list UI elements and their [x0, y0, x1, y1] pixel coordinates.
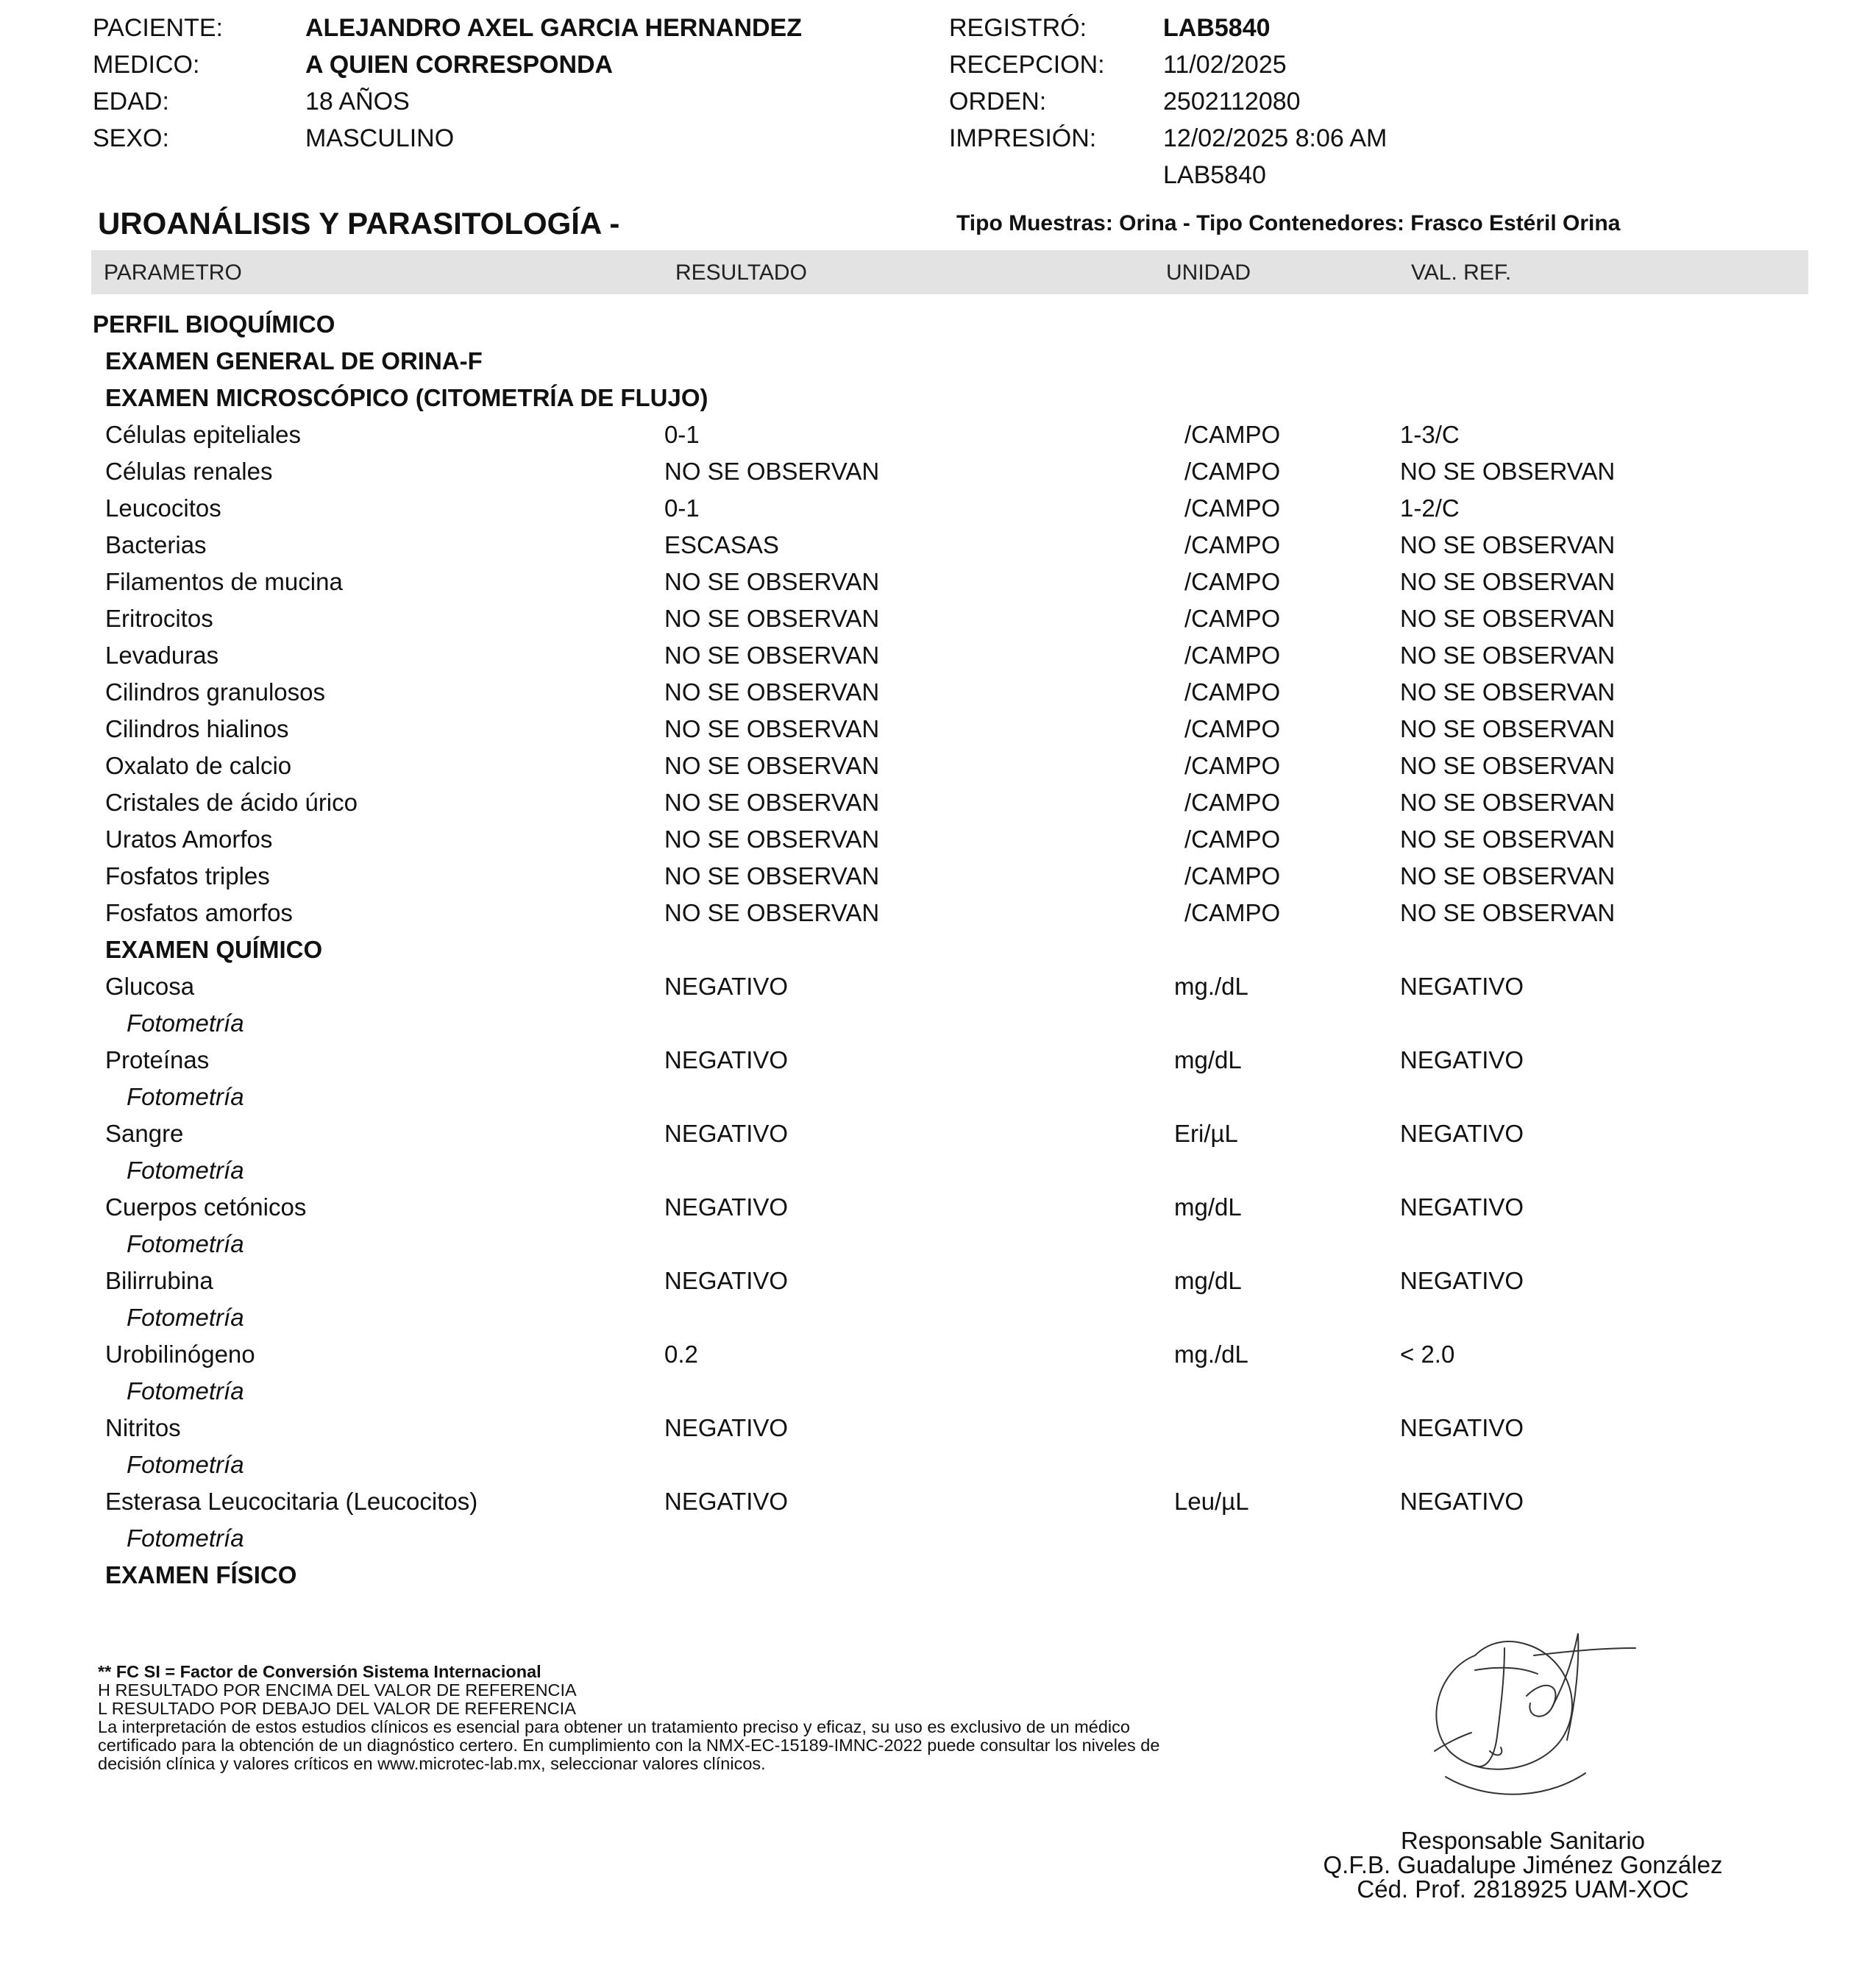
table-row	[0, 1336, 1876, 1373]
reference-value: 1-3/C	[1400, 421, 1460, 448]
result-value: NEGATIVO	[664, 1046, 789, 1073]
parameter-name: Cilindros hialinos	[105, 715, 289, 742]
result-value: NO SE OBSERVAN	[664, 752, 880, 779]
reference-value: NEGATIVO	[1400, 1414, 1524, 1441]
section-heading	[0, 1557, 1876, 1594]
result-value: NO SE OBSERVAN	[664, 862, 880, 890]
unit-value: mg./dL	[1174, 1341, 1248, 1368]
signer-name: Q.F.B. Guadalupe Jiménez González	[1323, 1851, 1723, 1878]
disclaimer-line: decisión clínica y valores críticos en www.microtec-lab.mx, seleccionar valores clínicos.	[98, 1754, 766, 1773]
parameter-name: Bilirrubina	[105, 1267, 213, 1294]
result-value: NEGATIVO	[664, 1488, 789, 1515]
section-title: EXAMEN GENERAL DE ORINA-F	[105, 347, 483, 374]
table-row	[0, 1189, 1876, 1226]
patient-label: PACIENTE:	[93, 14, 223, 42]
result-value: NO SE OBSERVAN	[664, 899, 880, 926]
parameter-name: Oxalato de calcio	[105, 752, 292, 779]
unit-value: /CAMPO	[1184, 421, 1281, 448]
result-value: NO SE OBSERVAN	[664, 715, 880, 742]
unit-value: /CAMPO	[1184, 752, 1281, 779]
reference-value: NO SE OBSERVAN	[1400, 715, 1616, 742]
method-row	[0, 1446, 1876, 1483]
unit-value: Eri/µL	[1174, 1120, 1238, 1147]
parameter-name: Fosfatos amorfos	[105, 899, 293, 926]
table-row	[0, 1263, 1876, 1299]
result-value: 0.2	[664, 1341, 698, 1368]
table-row	[0, 1115, 1876, 1152]
method-row	[0, 1152, 1876, 1189]
table-row	[0, 600, 1876, 637]
unit-value: mg/dL	[1174, 1046, 1242, 1073]
unit-value: /CAMPO	[1184, 899, 1281, 926]
parameter-name: Esterasa Leucocitaria (Leucocitos)	[105, 1488, 478, 1515]
reference-value: NEGATIVO	[1400, 1267, 1524, 1294]
method-row	[0, 1520, 1876, 1557]
reference-value: NO SE OBSERVAN	[1400, 678, 1616, 706]
table-row	[0, 637, 1876, 674]
method-label: Fotometría	[127, 1524, 244, 1552]
result-value: NO SE OBSERVAN	[664, 826, 880, 853]
age-value: 18 AÑOS	[305, 88, 410, 116]
method-row	[0, 1005, 1876, 1042]
col-resultado: RESULTADO	[675, 260, 807, 285]
col-parametro: PARAMETRO	[104, 260, 242, 285]
section-heading	[0, 306, 1876, 343]
parameter-name: Nitritos	[105, 1414, 181, 1441]
method-row	[0, 1226, 1876, 1263]
unit-value: /CAMPO	[1184, 494, 1281, 522]
table-row	[0, 1483, 1876, 1520]
col-val-ref: VAL. REF.	[1411, 260, 1512, 285]
sample-info: Tipo Muestras: Orina - Tipo Contenedores: Frasco Estéril Orina	[956, 211, 1621, 235]
reference-value: NEGATIVO	[1400, 1488, 1524, 1515]
reference-value: NEGATIVO	[1400, 973, 1524, 1000]
method-label: Fotometría	[127, 1377, 244, 1405]
registro-value: LAB5840	[1163, 14, 1271, 42]
reference-value: NO SE OBSERVAN	[1400, 642, 1616, 669]
section-title: PERFIL BIOQUÍMICO	[93, 310, 335, 338]
method-row	[0, 1299, 1876, 1336]
unit-value: /CAMPO	[1184, 826, 1281, 853]
fc-si-note: ** FC SI = Factor de Conversión Sistema Internacional	[98, 1662, 541, 1681]
parameter-name: Células epiteliales	[105, 421, 301, 448]
parameter-name: Filamentos de mucina	[105, 568, 343, 595]
table-row	[0, 1042, 1876, 1079]
reference-value: NO SE OBSERVAN	[1400, 531, 1616, 558]
result-value: NO SE OBSERVAN	[664, 568, 880, 595]
result-value: 0-1	[664, 421, 700, 448]
section-heading	[0, 343, 1876, 380]
unit-value: /CAMPO	[1184, 605, 1281, 632]
reference-value: NO SE OBSERVAN	[1400, 899, 1616, 926]
table-row	[0, 895, 1876, 931]
table-row	[0, 674, 1876, 711]
section-heading	[0, 931, 1876, 968]
reference-value: NEGATIVO	[1400, 1046, 1524, 1073]
method-label: Fotometría	[127, 1451, 244, 1478]
unit-value: Leu/µL	[1174, 1488, 1249, 1515]
method-label: Fotometría	[127, 1157, 244, 1184]
doctor-value: A QUIEN CORRESPONDA	[305, 51, 614, 79]
reference-value: NO SE OBSERVAN	[1400, 568, 1616, 595]
result-value: NEGATIVO	[664, 1120, 789, 1147]
table-row	[0, 711, 1876, 748]
method-row	[0, 1079, 1876, 1115]
unit-value: mg/dL	[1174, 1267, 1242, 1294]
reference-value: NO SE OBSERVAN	[1400, 605, 1616, 632]
report-title: UROANÁLISIS Y PARASITOLOGÍA -	[98, 206, 620, 241]
result-value: NO SE OBSERVAN	[664, 605, 880, 632]
parameter-name: Cuerpos cetónicos	[105, 1193, 307, 1221]
parameter-name: Sangre	[105, 1120, 184, 1147]
impresion-label: IMPRESIÓN:	[949, 124, 1097, 152]
recepcion-label: RECEPCION:	[949, 51, 1105, 79]
parameter-name: Células renales	[105, 458, 273, 485]
unit-value: mg./dL	[1174, 973, 1248, 1000]
reference-value: NO SE OBSERVAN	[1400, 826, 1616, 853]
reference-value: < 2.0	[1400, 1341, 1455, 1368]
signer-role: Responsable Sanitario	[1400, 1827, 1646, 1854]
parameter-name: Uratos Amorfos	[105, 826, 273, 853]
unit-value: /CAMPO	[1184, 715, 1281, 742]
reference-value: NO SE OBSERVAN	[1400, 789, 1616, 816]
column-header-bar	[91, 250, 1808, 294]
table-row	[0, 1410, 1876, 1446]
unit-value: /CAMPO	[1184, 531, 1281, 558]
section-heading	[0, 380, 1876, 416]
reference-value: NEGATIVO	[1400, 1120, 1524, 1147]
result-value: NO SE OBSERVAN	[664, 789, 880, 816]
parameter-name: Proteínas	[105, 1046, 210, 1073]
parameter-name: Cristales de ácido úrico	[105, 789, 358, 816]
disclaimer-line: La interpretación de estos estudios clínicos es esencial para obtener un tratamiento preciso y eficaz, su uso es exclusivo de un médico	[98, 1717, 1130, 1736]
table-row	[0, 416, 1876, 453]
table-row	[0, 748, 1876, 784]
reference-value: NO SE OBSERVAN	[1400, 752, 1616, 779]
parameter-name: Levaduras	[105, 642, 219, 669]
signer-license: Céd. Prof. 2818925 UAM-XOC	[1357, 1875, 1689, 1903]
doctor-label: MEDICO:	[93, 51, 200, 79]
table-row	[0, 968, 1876, 1005]
recepcion-value: 11/02/2025	[1163, 51, 1287, 79]
results-table	[0, 306, 1876, 1594]
method-label: Fotometría	[127, 1083, 244, 1110]
result-value: ESCASAS	[664, 531, 779, 558]
unit-value: mg/dL	[1174, 1193, 1242, 1221]
parameter-name: Urobilinógeno	[105, 1341, 255, 1368]
patient-value: ALEJANDRO AXEL GARCIA HERNANDEZ	[305, 14, 803, 42]
unit-value: /CAMPO	[1184, 789, 1281, 816]
result-value: NO SE OBSERVAN	[664, 642, 880, 669]
result-value: NEGATIVO	[664, 1193, 789, 1221]
sex-label: SEXO:	[93, 124, 169, 152]
unit-value: /CAMPO	[1184, 642, 1281, 669]
signature-block	[1251, 1828, 1795, 1901]
unit-value: /CAMPO	[1184, 568, 1281, 595]
orden-label: ORDEN:	[949, 88, 1047, 116]
parameter-name: Cilindros granulosos	[105, 678, 325, 706]
footnotes	[98, 1663, 1159, 1773]
age-label: EDAD:	[93, 88, 169, 116]
method-label: Fotometría	[127, 1304, 244, 1331]
section-title: EXAMEN QUÍMICO	[105, 936, 323, 963]
method-label: Fotometría	[127, 1009, 244, 1037]
orden-value: 2502112080	[1163, 88, 1301, 116]
handwritten-signature	[1416, 1626, 1637, 1810]
disclaimer-line: certificado para la obtención de un diagnóstico certero. En cumplimiento con la NMX-EC-15189-IMNC-2022 puede consultar los niveles de	[98, 1736, 1160, 1755]
unit-value: /CAMPO	[1184, 678, 1281, 706]
h-note: H RESULTADO POR ENCIMA DEL VALOR DE REFERENCIA	[98, 1680, 577, 1700]
parameter-name: Eritrocitos	[105, 605, 213, 632]
table-row	[0, 821, 1876, 858]
result-value: NEGATIVO	[664, 973, 789, 1000]
result-value: NO SE OBSERVAN	[664, 458, 880, 485]
l-note: L RESULTADO POR DEBAJO DEL VALOR DE REFERENCIA	[98, 1699, 576, 1718]
method-row	[0, 1373, 1876, 1410]
section-title: EXAMEN MICROSCÓPICO (CITOMETRÍA DE FLUJO)	[105, 384, 708, 411]
registro-label: REGISTRÓ:	[949, 14, 1087, 42]
reference-value: NEGATIVO	[1400, 1193, 1524, 1221]
table-row	[0, 527, 1876, 564]
parameter-name: Fosfatos triples	[105, 862, 270, 890]
parameter-name: Bacterias	[105, 531, 207, 558]
result-value: NEGATIVO	[664, 1414, 789, 1441]
table-row	[0, 784, 1876, 821]
col-unidad: UNIDAD	[1166, 260, 1251, 285]
result-value: 0-1	[664, 494, 700, 522]
parameter-name: Glucosa	[105, 973, 195, 1000]
method-label: Fotometría	[127, 1230, 244, 1257]
section-title: EXAMEN FÍSICO	[105, 1561, 297, 1588]
lab-code: LAB5840	[1163, 161, 1266, 189]
unit-value: /CAMPO	[1184, 458, 1281, 485]
sex-value: MASCULINO	[305, 124, 455, 152]
table-row	[0, 453, 1876, 490]
table-row	[0, 858, 1876, 895]
impresion-value: 12/02/2025 8:06 AM	[1163, 124, 1388, 152]
parameter-name: Leucocitos	[105, 494, 221, 522]
table-row	[0, 490, 1876, 527]
reference-value: 1-2/C	[1400, 494, 1460, 522]
table-row	[0, 564, 1876, 600]
unit-value: /CAMPO	[1184, 862, 1281, 890]
reference-value: NO SE OBSERVAN	[1400, 862, 1616, 890]
result-value: NO SE OBSERVAN	[664, 678, 880, 706]
reference-value: NO SE OBSERVAN	[1400, 458, 1616, 485]
result-value: NEGATIVO	[664, 1267, 789, 1294]
